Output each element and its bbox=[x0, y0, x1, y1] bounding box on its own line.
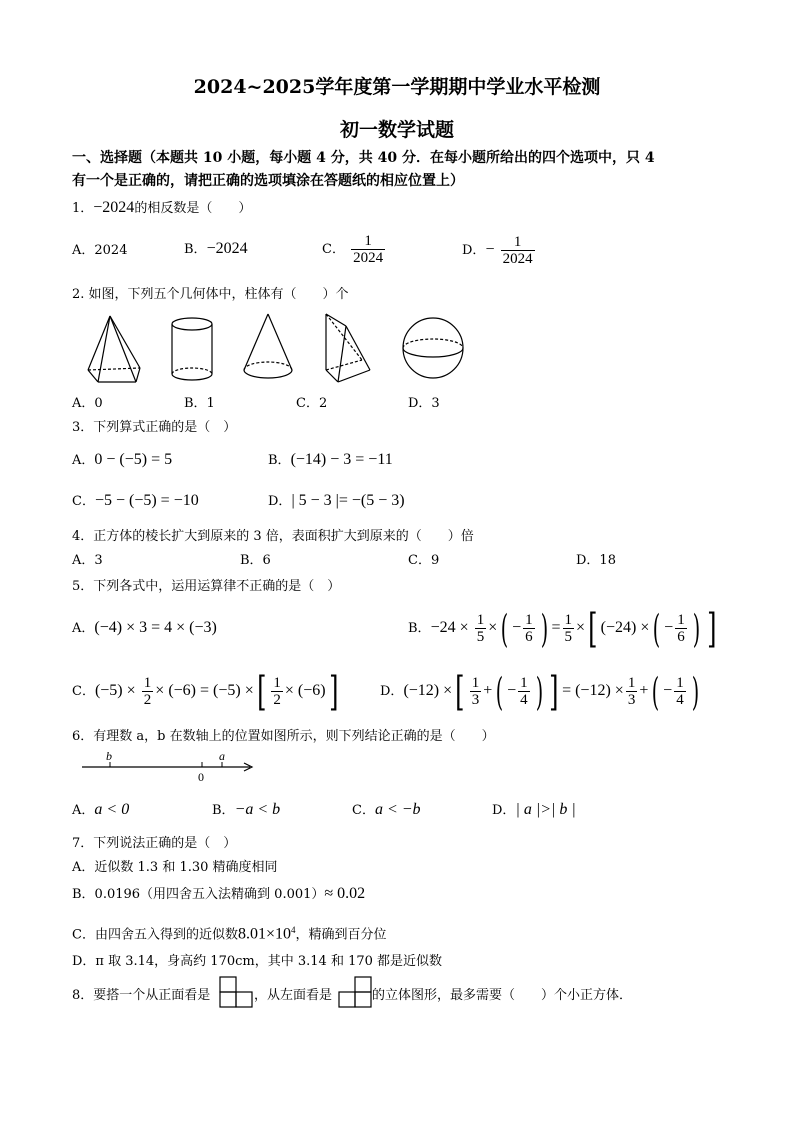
front-view-figure bbox=[219, 976, 253, 1008]
pyramid-shape bbox=[88, 316, 140, 382]
question-4: 4．正方体的棱长扩大到原来的 3 倍，表面积扩大到原来的（ ）倍 bbox=[72, 529, 474, 544]
axis-label-0: 0 bbox=[198, 770, 204, 784]
q3-option-c: C．−5 − (−5) = −10 bbox=[72, 492, 199, 509]
q3-option-a: A．0 − (−5) = 5 bbox=[72, 451, 173, 468]
geometry-solids-figure bbox=[80, 312, 480, 387]
question-8-part1: 8．要搭一个从正面看是 bbox=[72, 988, 211, 1003]
q5-option-c: C．(−5) × $\frac{1}{2}$ × (−6) = (−5) ×[ $\frac{1}{2}$ × (−6)] bbox=[72, 668, 339, 715]
q7-option-d: D．π 取 3.14，身高约 170cm，其中 3.14 和 170 都是近似数 bbox=[72, 954, 443, 969]
q2-option-b: B．1 bbox=[184, 396, 215, 411]
triangular-prism-shape bbox=[326, 314, 370, 382]
q6-option-d: D．| a |>| b | bbox=[492, 801, 576, 818]
q2-option-c: C．2 bbox=[296, 396, 328, 411]
question-7: 7．下列说法正确的是（ ） bbox=[72, 836, 237, 851]
q3-option-b: B．(−14) − 3 = −11 bbox=[268, 451, 393, 468]
section-heading-line1: 一、选择题（本题共 10 小题，每小题 4 分，共 40 分．在每小题所给出的四个选项中，只 4 bbox=[72, 150, 655, 166]
question-5: 5．下列各式中，运用运算律不正确的是（ ） bbox=[72, 579, 341, 594]
left-view-figure bbox=[338, 976, 372, 1008]
q1-option-c: C． $\frac{1}{2024}$ bbox=[322, 233, 384, 266]
q2-option-a: A．0 bbox=[72, 396, 103, 411]
q4-option-c: C．9 bbox=[408, 553, 440, 568]
q5-option-b: B．−24 × $\frac{1}{5}$ ×( − $\frac{1}{6}$ ) = $\frac{1}{5}$ ×[ (−24) ×( − $\frac{1}{6}$ ) ] bbox=[408, 605, 717, 652]
q5-option-a: A．(−4) × 3 = 4 × (−3) bbox=[72, 619, 217, 636]
exam-title: 2024~2025学年度第一学期期中学业水平检测 bbox=[193, 76, 601, 98]
question-1: 1．−2024的相反数是（ ） bbox=[72, 199, 252, 216]
question-2: 2. 如图，下列五个几何体中，柱体有（ ）个 bbox=[72, 287, 349, 302]
number-line-figure bbox=[80, 750, 270, 784]
q1-option-d: D．− $\frac{1}{2024}$ bbox=[462, 234, 533, 267]
q2-option-d: D．3 bbox=[408, 396, 440, 411]
cylinder-shape bbox=[172, 318, 212, 380]
axis-label-b: b bbox=[106, 750, 112, 763]
q1-option-a: A．2024 bbox=[72, 243, 128, 258]
q3-option-d: D．| 5 − 3 |= −(5 − 3) bbox=[268, 492, 405, 509]
q6-option-b: B．−a < b bbox=[212, 801, 281, 818]
q6-option-c: C．a < −b bbox=[352, 801, 421, 818]
question-6: 6．有理数 a，b 在数轴上的位置如图所示，则下列结论正确的是（ ） bbox=[72, 729, 495, 744]
fraction: $\frac{1}{2024}$ bbox=[502, 234, 533, 267]
cone-shape bbox=[244, 314, 292, 378]
question-3: 3．下列算式正确的是（ ） bbox=[72, 420, 237, 435]
q4-option-b: B．6 bbox=[240, 553, 271, 568]
question-8-part3: 的立体图形，最多需要（ ）个小正方体． bbox=[372, 988, 633, 1003]
q7-option-a: A．近似数 1.3 和 1.30 精确度相同 bbox=[72, 860, 278, 875]
q7-option-c: C．由四舍五入得到的近似数$8.01\times 10^4$，精确到百分位 bbox=[72, 925, 387, 943]
q4-option-d: D．18 bbox=[576, 553, 616, 568]
section-heading-line2: 有一个是正确的，请把正确的选项填涂在答题纸的相应位置上） bbox=[72, 173, 464, 189]
question-8-part2: ，从左面看是 bbox=[254, 988, 333, 1003]
q7-option-b: B．0.0196（用四舍五入法精确到 0.001）≈ 0.02 bbox=[72, 885, 366, 902]
exam-subtitle: 初一数学试题 bbox=[339, 119, 454, 141]
q1-option-b: B．−2024 bbox=[184, 240, 248, 257]
axis-label-a: a bbox=[219, 750, 225, 763]
sphere-shape bbox=[403, 318, 463, 378]
q6-option-a: A．a < 0 bbox=[72, 801, 130, 818]
fraction: $\frac{1}{2024}$ bbox=[353, 233, 384, 266]
q4-option-a: A．3 bbox=[72, 553, 103, 568]
q5-option-d: D．(−12) ×[ $\frac{1}{3}$ +( − $\frac{1}{4}$ ) ] = (−12) × $\frac{1}{3}$ +( − $\frac{1}{4}$ ) bbox=[380, 668, 699, 715]
